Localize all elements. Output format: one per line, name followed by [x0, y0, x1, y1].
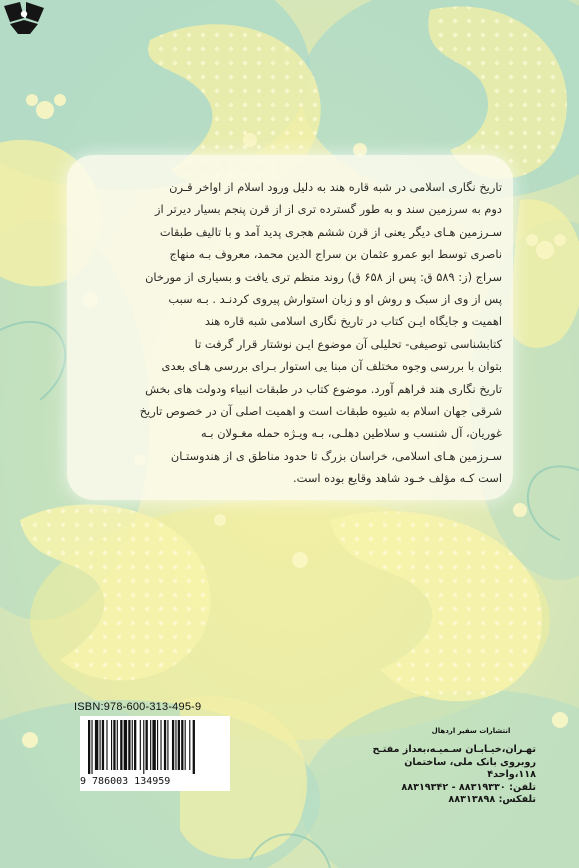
- isbn-label: ISBN:978-600-313-495-9: [74, 701, 202, 713]
- phone-line: تلفن: ۸۸۳۱۹۳۳۰ - ۸۸۳۱۹۳۴۲: [401, 781, 536, 793]
- description-line: تاریخ نگاری هند فراهم آورد. موضوع کتاب در طبقات انبیاء ودولت های بخش: [145, 381, 502, 396]
- barcode-bar: [143, 720, 144, 774]
- barcode-bar: [102, 720, 104, 770]
- barcode-bar: [175, 720, 176, 770]
- barcode-digits: 9 786003 134959: [80, 776, 171, 787]
- description-line: شرقی جهان اسلام به شیوه طبقات است و اهمیت اصلی آن در خصوص تاریخ: [139, 404, 502, 419]
- barcode-bar: [167, 720, 168, 770]
- address-line: تهـران،خیـابـان سـمیـه،بعداز مفتـح: [372, 744, 536, 755]
- book-description: [80, 176, 502, 490]
- barcode-bar: [146, 720, 148, 770]
- description-line: پس از وی از سبک و روش او و زبان استوارش پیروی کردنـد . بـه سبب: [168, 292, 502, 307]
- description-line: سـرزمین هـای دیگر یعنی از قرن ششم هجری پدید آمد و با تالیف طبقات: [159, 224, 502, 239]
- barcode-bar: [132, 720, 133, 770]
- barcode-bar: [106, 720, 107, 770]
- barcode-bar: [111, 720, 112, 770]
- address-line: روبروی بانک ملی، ساختمان ۱۱۸،واحد۴: [404, 756, 536, 781]
- barcode-bar: [160, 720, 161, 770]
- description-line: تاریخ نگاری اسلامی در شبه قاره هند به دلیل ورود اسلام از اواخر قـرن: [169, 180, 502, 194]
- description-line: اهمیت و جایگاه ایـن کتاب در تاریخ نگاری اسلامی شبه قاره هند: [204, 314, 502, 329]
- description-line: بتوان با بررسی وجوه مختلف آن مبنا یی استوار بـرای بررسی هـای بعدی: [161, 359, 502, 374]
- barcode-bar: [189, 720, 190, 770]
- fax-line: تلفکس: ۸۸۳۱۳۸۹۸: [448, 794, 536, 806]
- barcode-bar: [117, 720, 118, 770]
- barcode-bar: [152, 720, 155, 770]
- barcode-bars: [80, 716, 230, 776]
- barcode-bar: [193, 720, 195, 774]
- barcode-bar: [88, 720, 90, 774]
- description-line: است کـه مؤلف خـود شاهد وقایع بوده است.: [293, 471, 502, 486]
- description-line: دوم به سرزمین سند و به طور گسترده تری از از قرن پنجم بسیار دیرتر از: [154, 202, 502, 217]
- barcode-bar: [178, 720, 180, 770]
- barcode-bar: [140, 720, 141, 770]
- description-line: سراج (ز: ۵۸۹ ق: پس از ۶۵۸ ق) روند منظم تری یافت و بسیاری از مورخان: [145, 269, 502, 284]
- barcode-bar: [157, 720, 158, 770]
- description-line: غوریان، آل شنسب و سلاطین دهلـی، بـه ویـژه حمله مغـولان بـه: [200, 426, 502, 441]
- barcode-bar: [128, 720, 130, 770]
- barcode-bar: [91, 720, 92, 774]
- barcode-bar: [164, 720, 166, 770]
- description-line: سـرزمین هـای اسلامی، خراسان بزرگ تا حدود مناطق ی از هندوستـان: [170, 448, 502, 463]
- barcode-bar: [134, 720, 136, 770]
- description-line: کتابشناسی توصیفی- تحلیلی آن موضوع ایـن نوشتار قرار گرفت تا: [194, 336, 502, 351]
- publisher-name: انتشارات سفیر اردهال: [431, 727, 511, 735]
- barcode-bar: [95, 720, 98, 770]
- barcode-bar: [100, 720, 101, 770]
- description-line: ناصری توسط ابو عمرو عثمان بن سراج الدین محمد، معروف بـه منهاج: [169, 247, 502, 262]
- isbn-barcode: [80, 716, 230, 791]
- publisher-address: [356, 744, 536, 807]
- barcode-bar: [185, 720, 186, 770]
- barcode-bar: [120, 720, 122, 770]
- barcode-bar: [181, 720, 183, 770]
- barcode-bar: [124, 720, 127, 770]
- barcode-bar: [113, 720, 115, 770]
- publisher-logo-icon: [0, 0, 48, 36]
- barcode-bar: [172, 720, 174, 770]
- barcode-bar: [150, 720, 151, 770]
